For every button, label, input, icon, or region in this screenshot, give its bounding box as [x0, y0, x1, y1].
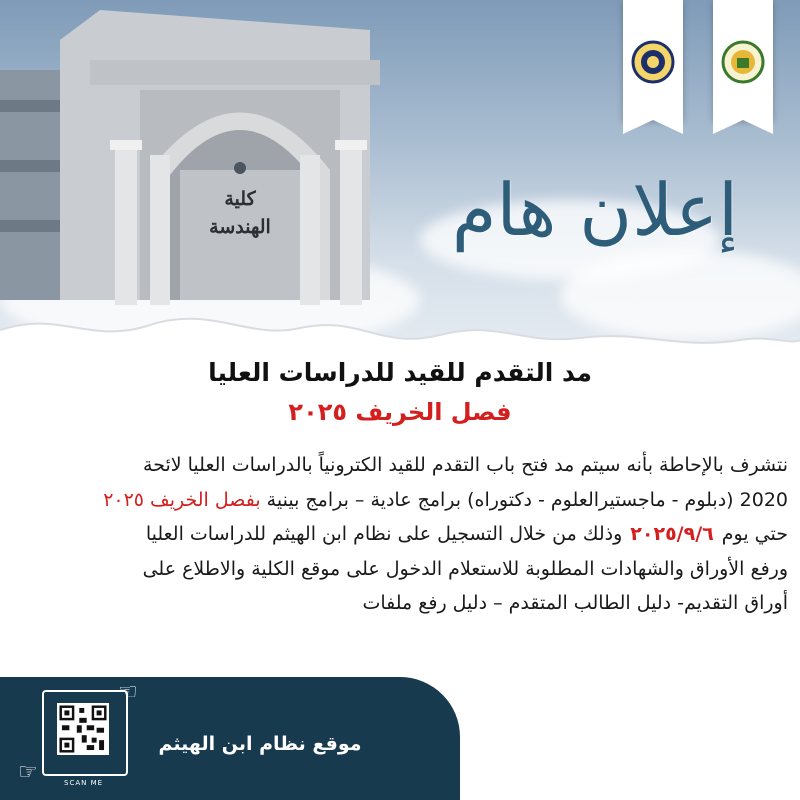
building-sign: كلية الهندسة	[209, 188, 271, 238]
faculty-building-illustration	[0, 0, 390, 330]
university-seal-icon	[631, 40, 675, 84]
season-highlight: بفصل الخريف ٢٠٢٥	[103, 488, 261, 511]
scan-me-label: SCAN ME	[64, 779, 104, 787]
faculty-banner	[713, 0, 773, 120]
body-line: نتشرف بالإحاطة بأنه سيتم مد فتح باب التقدم للقيد الكترونياً بالدراسات العليا لائحة	[143, 454, 788, 476]
body-line	[12, 483, 788, 518]
body-text: 2020 (دبلوم - ماجستيرالعلوم - دكتوراه) برامج عادية – برامج بينية	[260, 488, 788, 511]
university-banner	[623, 0, 683, 120]
ibn-haitham-system-link[interactable]: موقع نظام ابن الهيثم	[158, 733, 362, 755]
qr-code-icon[interactable]	[57, 703, 109, 755]
body-line: أوراق التقديم- دليل الطالب المتقدم – دليل رفع ملفات	[362, 592, 788, 615]
body-line: ورفع الأوراق والشهادات المطلوبة للاستعلام الدخول على موقع الكلية والاطلاع على	[142, 557, 788, 580]
body-text: وذلك من خلال التسجيل على نظام ابن الهيثم للدراسات العليا	[145, 523, 623, 546]
announcement-season: فصل الخريف ٢٠٢٥	[288, 398, 512, 426]
headline-text: إعلان هام	[451, 168, 739, 252]
faculty-seal-icon	[721, 40, 765, 84]
deadline-date: ٢٠٢٥/٩/٦	[630, 523, 714, 546]
important-announcement-headline	[430, 145, 760, 275]
body-line	[12, 517, 788, 552]
body-text: حتي يوم	[721, 523, 788, 546]
announcement-title: مد التقدم للقيد للدراسات العليا	[208, 358, 592, 387]
pointing-hand-icon: ☜	[118, 680, 138, 705]
pointing-hand-icon: ☞	[18, 760, 38, 785]
announcement-body	[12, 448, 788, 621]
